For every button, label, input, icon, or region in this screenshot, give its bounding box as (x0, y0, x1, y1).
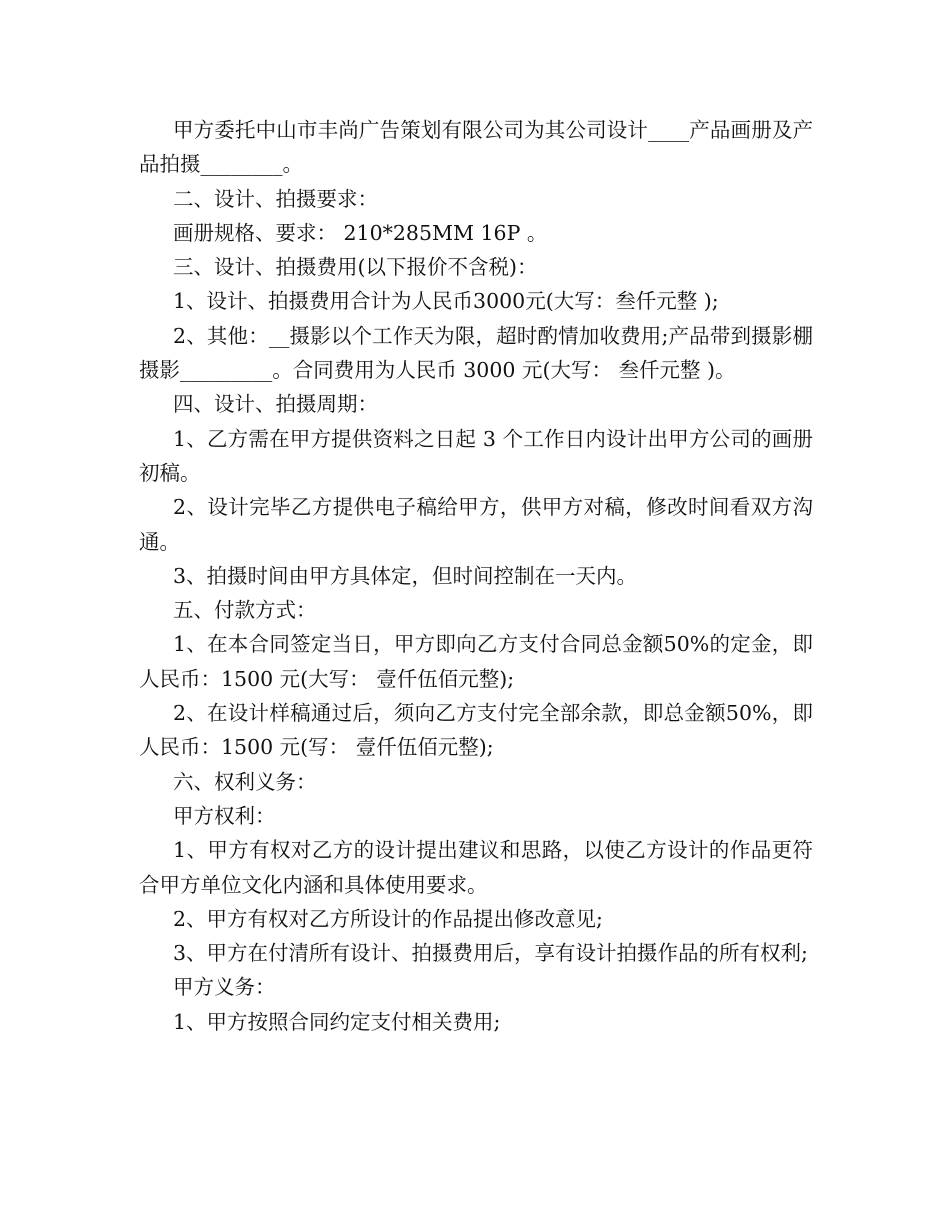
document-body (139, 113, 813, 1039)
heading-design-period: 四、设计、拍摄周期： (173, 392, 378, 417)
paragraph-period-revision: 2、设计完毕乙方提供电子稿给甲方，供甲方对稿，修改时间看双方沟通。 (139, 495, 813, 554)
heading-payment-method: 五、付款方式： (173, 598, 317, 623)
paragraph-rights-ownership: 3、甲方在付清所有设计、拍摄费用后，享有设计拍摄作品的所有权利; (173, 941, 808, 966)
heading-design-fees: 三、设计、拍摄费用(以下报价不含税)： (173, 255, 538, 280)
paragraph-rights-modify: 2、甲方有权对乙方所设计的作品提出修改意见; (173, 906, 603, 931)
heading-party-a-obligations: 甲方义务： (173, 975, 276, 1000)
paragraph-obligation-pay: 1、甲方按照合同约定支付相关费用; (173, 1009, 501, 1034)
paragraph-period-shooting: 3、拍摄时间由甲方具体定，但时间控制在一天内。 (173, 563, 638, 588)
paragraph-commission: 甲方委托中山市丰尚广告策划有限公司为其公司设计____产品画册及产品拍摄________。 (139, 118, 813, 177)
paragraph-payment-deposit: 1、在本合同签定当日，甲方即向乙方支付合同总金额50%的定金，即人民币：1500 元(大写： 壹仟伍佰元整); (139, 632, 813, 691)
paragraph-album-spec: 画册规格、要求： 210*285MM 16P 。 (173, 220, 548, 245)
heading-design-requirements: 二、设计、拍摄要求： (173, 186, 378, 211)
paragraph-rights-suggest: 1、甲方有权对乙方的设计提出建议和思路，以使乙方设计的作品更符合甲方单位文化内涵和具体使用要求。 (139, 838, 813, 897)
heading-party-a-rights: 甲方权利： (173, 803, 276, 828)
paragraph-fee-total: 1、设计、拍摄费用合计为人民币3000元(大写：叁仟元整 ); (173, 289, 719, 314)
paragraph-fee-other: 2、其他：__摄影以个工作天为限，超时酌情加收费用;产品带到摄影棚摄影_________。合同费用为人民币 3000 元(大写： 叁仟元整 )。 (139, 323, 813, 383)
paragraph-payment-balance: 2、在设计样稿通过后，须向乙方支付完全部余款，即总金额50%，即人民币：1500 元(写： 壹仟伍佰元整); (139, 701, 813, 760)
paragraph-period-draft: 1、乙方需在甲方提供资料之日起 3 个工作日内设计出甲方公司的画册初稿。 (139, 426, 813, 485)
heading-rights-obligations: 六、权利义务： (173, 769, 317, 794)
